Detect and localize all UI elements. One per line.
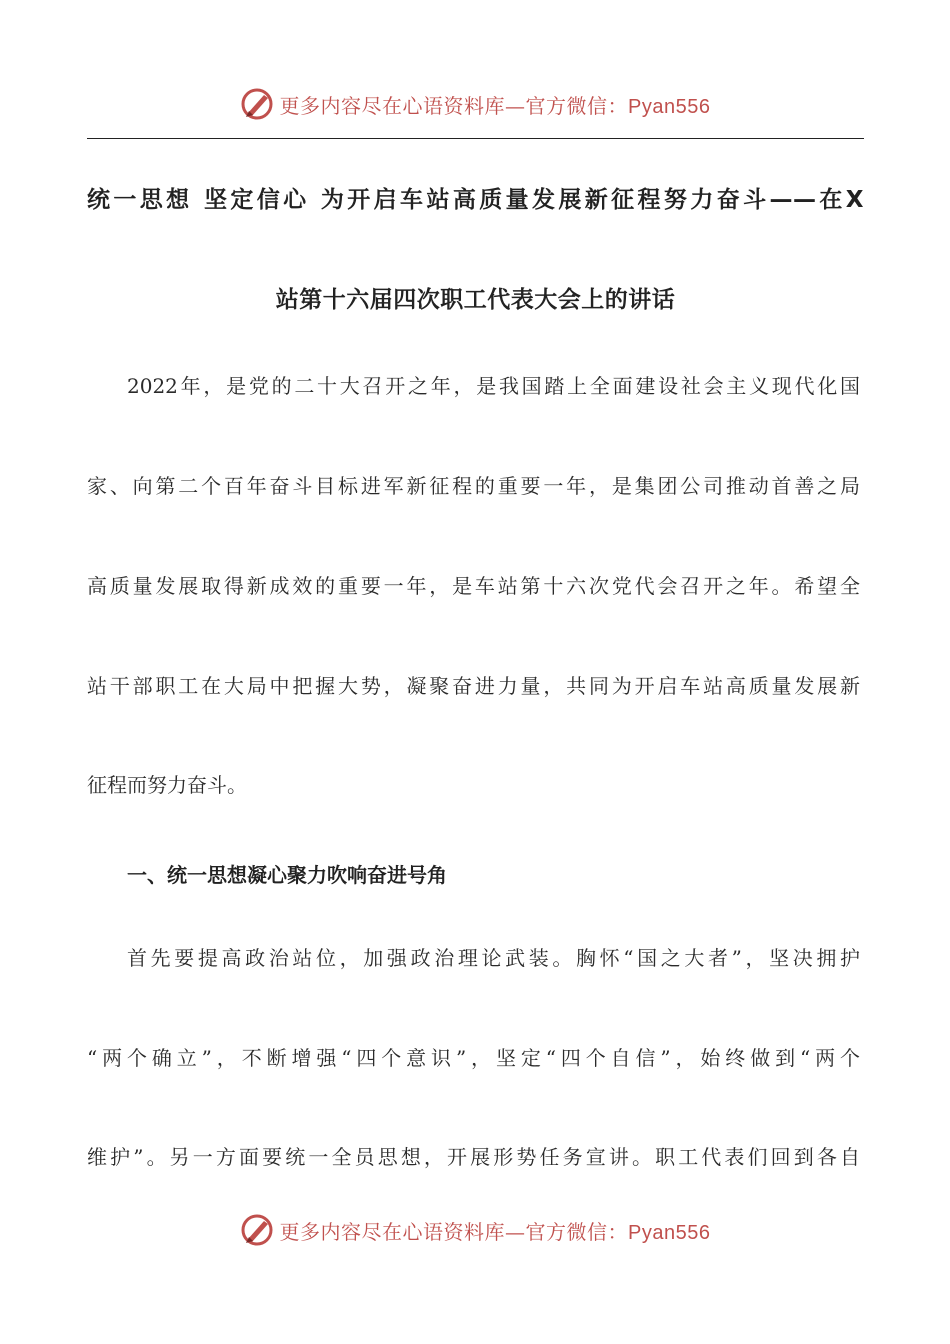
intro-line-4: 站干部职工在大局中把握大势，凝聚奋进力量，共同为开启车站高质量发展新 [87,674,860,698]
pen-logo-icon [240,1213,274,1247]
header-banner-wechat-id: Pyan556 [628,95,711,118]
header-divider [87,138,864,139]
pen-logo-icon [240,87,274,121]
header-banner-wechat-label: 官方微信： [525,93,629,118]
footer-banner-wechat-label: 官方微信： [525,1219,629,1244]
intro-line-3: 高质量发展取得新成效的重要一年，是车站第十六次党代会召开之年。希望全 [87,574,860,598]
header-banner-text [280,90,711,119]
document-title-line-1: 统一思想 坚定信心 为开启车站高质量发展新征程努力奋斗——在X [87,187,864,213]
section-1-heading: 一、统一思想凝心聚力吹响奋进号角 [127,863,447,887]
footer-banner [0,1206,950,1254]
header-banner [0,80,950,128]
document-title-line-2: 站第十六届四次职工代表大会上的讲话 [275,287,676,313]
section-1-line-1: 首先要提高政治站位，加强政治理论武装。胸怀“国之大者”，坚决拥护 [127,946,860,970]
footer-banner-text [280,1216,711,1245]
section-1-line-3: 维护”。另一方面要统一全员思想，开展形势任务宣讲。职工代表们回到各自 [87,1145,860,1169]
intro-line-2: 家、向第二个百年奋斗目标进军新征程的重要一年，是集团公司推动首善之局 [87,474,860,498]
header-banner-slogan: 更多内容尽在心语资料库 [279,93,506,118]
intro-line-1: 2022年，是党的二十大召开之年，是我国踏上全面建设社会主义现代化国 [127,374,860,398]
footer-banner-dash: — [505,1219,526,1244]
header-banner-dash: — [505,93,526,118]
intro-line-5: 征程而努力奋斗。 [87,773,247,797]
footer-banner-slogan: 更多内容尽在心语资料库 [279,1219,506,1244]
section-1-line-2: “两个确立”，不断增强“四个意识”，坚定“四个自信”，始终做到“两个 [87,1046,860,1070]
footer-banner-wechat-id: Pyan556 [628,1221,711,1244]
